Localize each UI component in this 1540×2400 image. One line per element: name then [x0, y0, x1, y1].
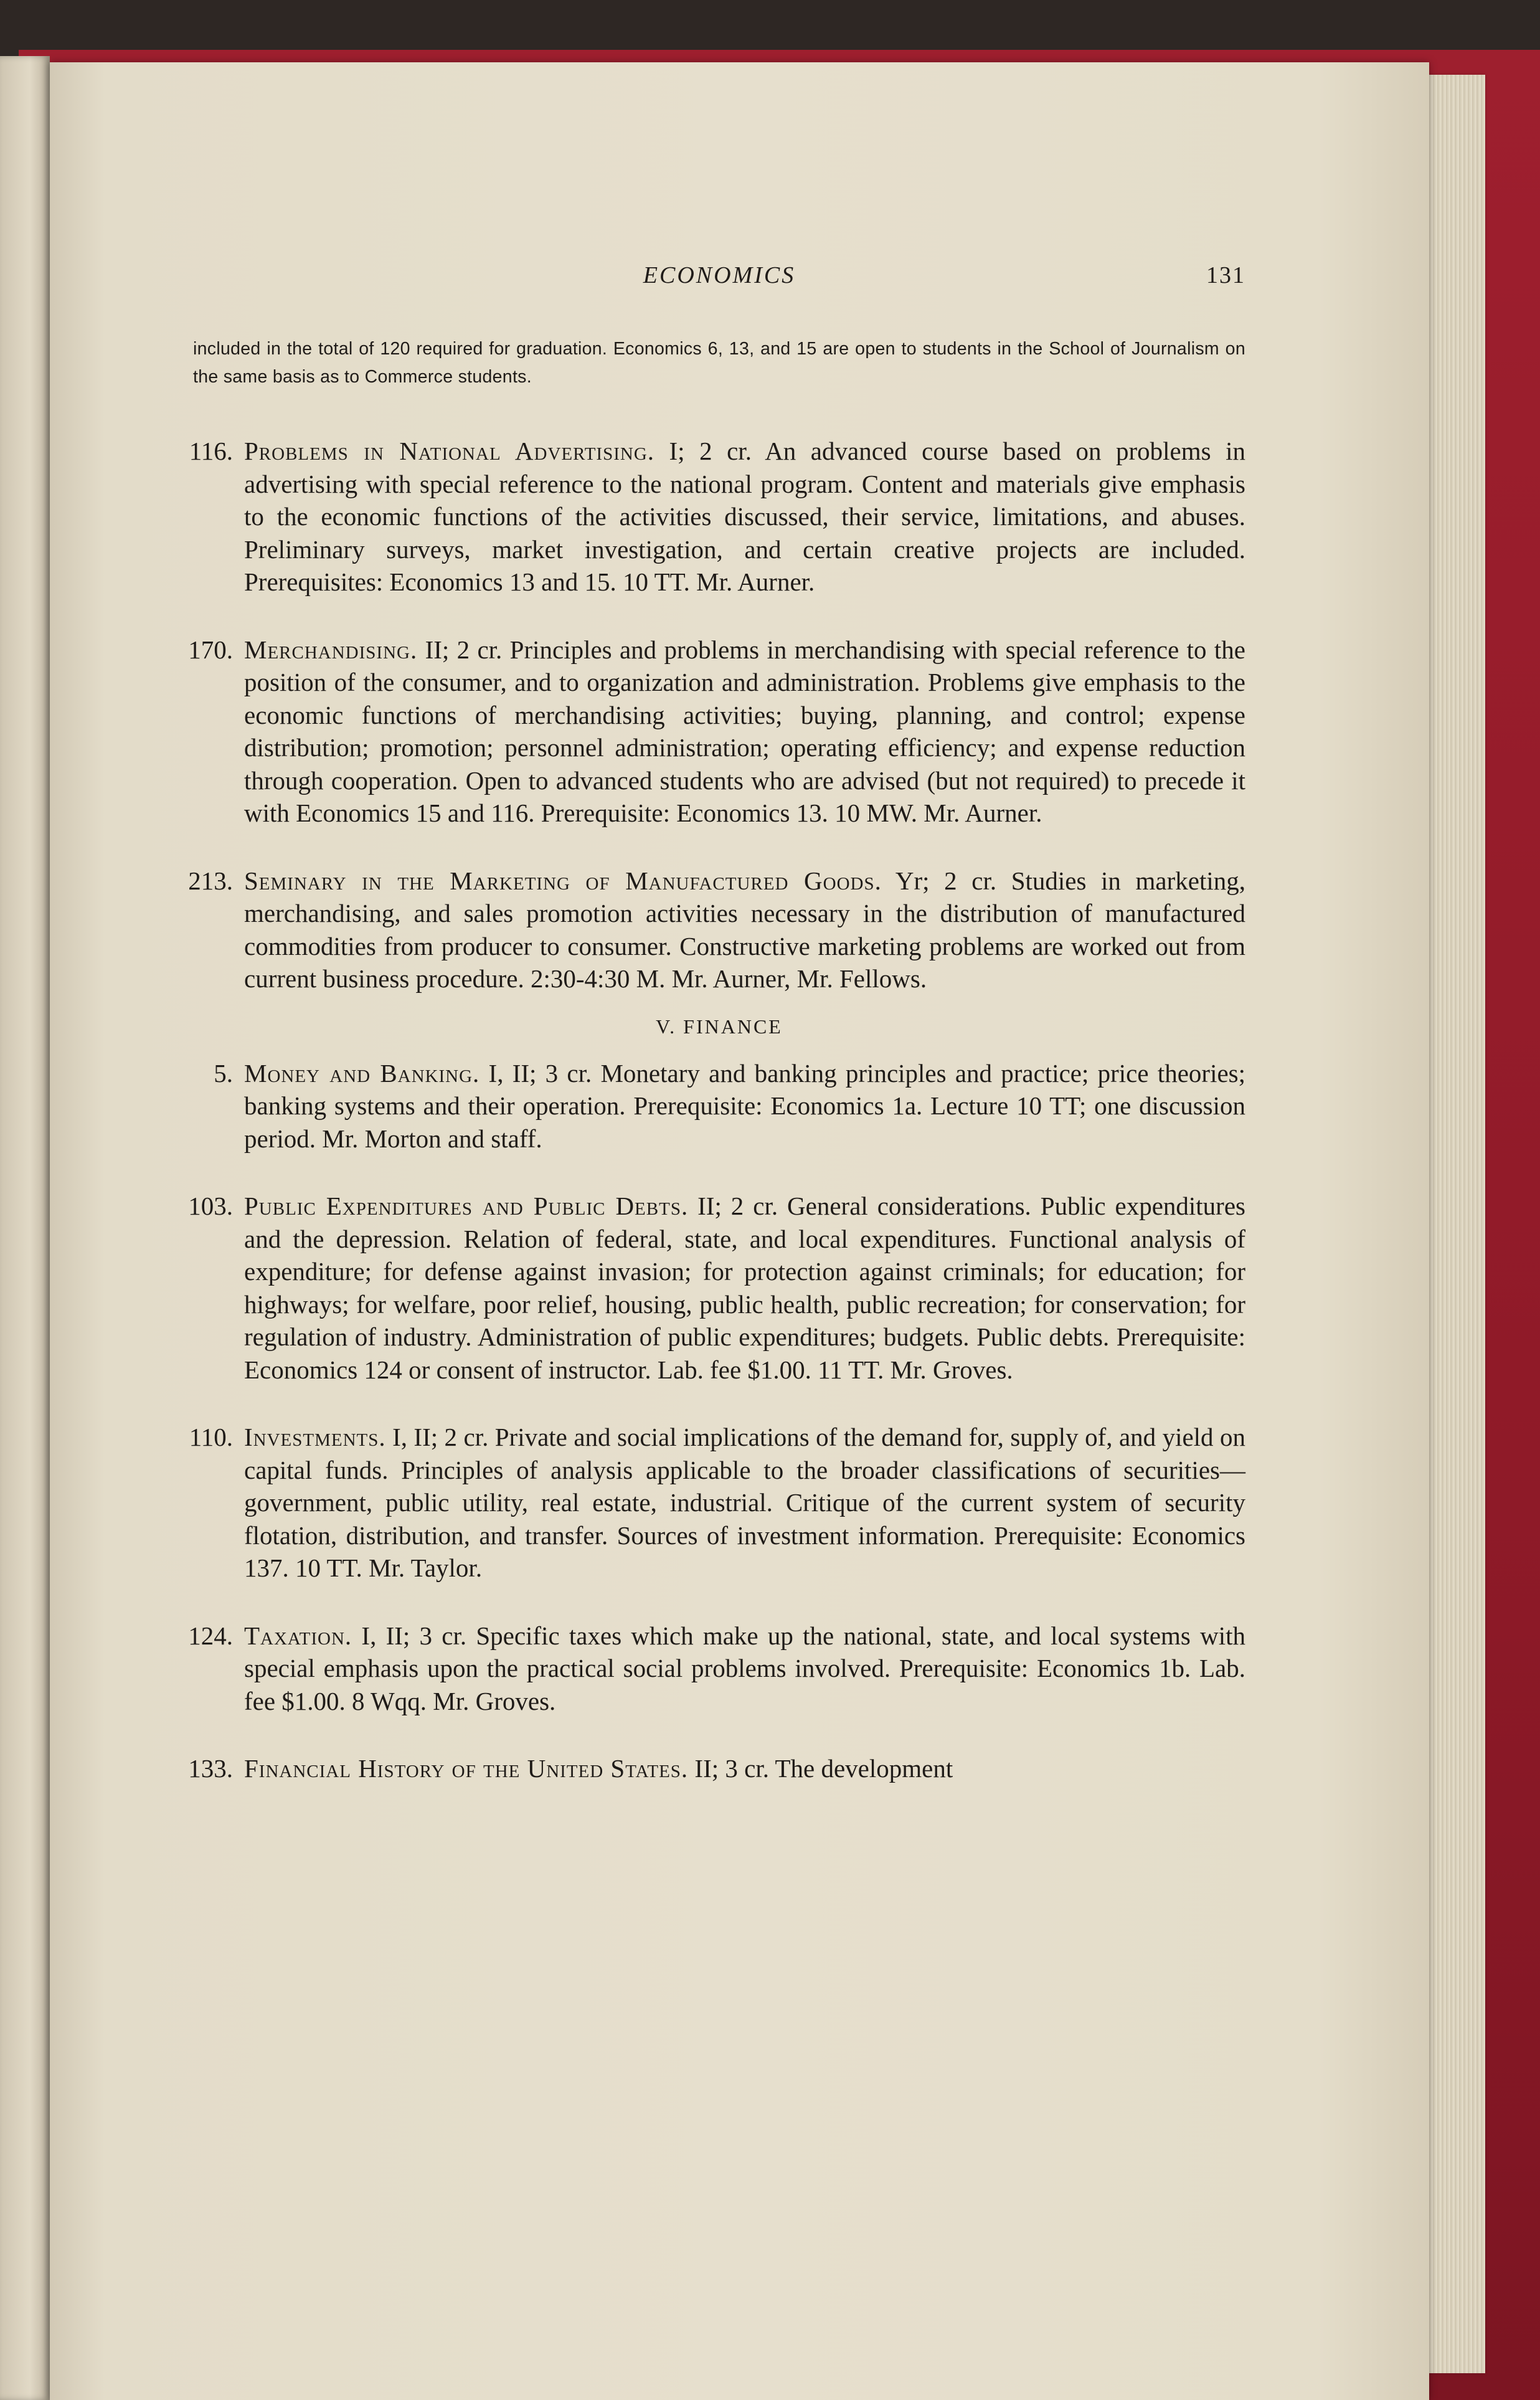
course-description: I; 2 cr. An advanced course based on problems in advertising with special reference to the national program. Content and materials give emphasis to the economic functions of the activities discussed, their service, limitations, and abuses. Preliminary surveys, market investigation, and certain creative projects are included. Prerequisites: Economics 13 and 15. 10 TT. Mr. Aurner.: [244, 437, 1246, 596]
course-entry-213: [188, 865, 1246, 995]
course-title: Taxation.: [244, 1621, 352, 1650]
course-title: Merchandising.: [244, 635, 418, 664]
course-number: 103.: [188, 1192, 233, 1220]
course-number: 133.: [188, 1754, 233, 1783]
page-stack-edge: [1426, 75, 1485, 2373]
course-number: 5.: [214, 1058, 233, 1088]
course-description: II; 2 cr. General considerations. Public expenditures and the depression. Relation of federal, state, and local expenditures. Functional analysis of expenditure; for defense against invasion; for protection against criminals; for education; for highways; for welfare, poor relief, housing, public health, public recreation; for conservation; for regulation of industry. Administration of public expenditures; budgets. Public debts. Prerequisite: Economics 124 or consent of instructor. Lab. fee $1.00. 11 TT. Mr. Groves.: [244, 1192, 1245, 1384]
course-number: 170.: [188, 635, 233, 664]
course-title: Money and Banking.: [244, 1058, 480, 1088]
section-heading-finance: V. FINANCE: [656, 1015, 783, 1038]
course-title: Financial History of the United States.: [244, 1754, 689, 1783]
course-title: Seminary in the Marketing of Manufactured Goods.: [244, 866, 882, 895]
course-title: Investments.: [244, 1423, 386, 1451]
course-list: [188, 435, 1246, 1785]
course-entry-103: [188, 1190, 1245, 1386]
graduation-note: included in the total of 120 required for graduation. Economics 6, 13, and 15 are open to students in the School of Journalism on the same basis as to Commerce students.: [193, 339, 1245, 387]
course-description: I, II; 3 cr. Specific taxes which make up the national, state, and local systems with special emphasis upon the practical social problems involved. Prerequisite: Economics 1b. Lab. fee $1.00. 8 Wqq. Mr. Groves.: [244, 1621, 1245, 1715]
course-entry-124: [188, 1620, 1245, 1718]
course-entry-110: [189, 1421, 1245, 1585]
course-title: Public Expenditures and Public Debts.: [244, 1192, 689, 1220]
course-number: 116.: [189, 437, 233, 465]
course-description: II; 3 cr. The development: [688, 1754, 953, 1783]
course-number: 213.: [188, 866, 233, 895]
course-entry-116: [189, 435, 1246, 599]
page-number: 131: [1206, 262, 1245, 288]
course-description: I, II; 2 cr. Private and social implications of the demand for, supply of, and yield on capital funds. Principles of analysis applicable to the broader classifications of securities—government, public utility, real estate, industrial. Critique of the current system of security flotation, distribution, and transfer. Sources of investment information. Prerequisite: Economics 137. 10 TT. Mr. Taylor.: [244, 1423, 1245, 1582]
page-content: [188, 262, 1246, 1820]
running-head-title: ECONOMICS: [643, 262, 796, 288]
course-number: 124.: [188, 1621, 233, 1650]
course-entry-5: [193, 1057, 1245, 1155]
course-entry-170: [188, 633, 1245, 830]
course-entry-133: [188, 1752, 1245, 1785]
course-number: 110.: [189, 1423, 233, 1451]
course-description: I, II; 3 cr. Monetary and banking principles and practice; price theories; banking systems and their operation. Prerequisite: Economics 1a. Lecture 10 TT; one discussion period. Mr. Morton and staff.: [244, 1058, 1246, 1153]
previous-page-edge: [0, 56, 50, 2400]
running-head: [193, 262, 1245, 299]
course-title: Problems in National Advertising.: [244, 437, 655, 465]
course-description: Yr; 2 cr. Studies in marketing, merchandising, and sales promotion activities necessary in the distribution of manufactured commodities from producer to consumer. Constructive marketing problems are worked out from current business procedure. 2:30-4:30 M. Mr. Aurner, Mr. Fellows.: [244, 866, 1246, 993]
course-description: II; 2 cr. Principles and problems in merchandising with special reference to the position of the consumer, and to organization and administration. Problems give emphasis to the economic functions of merchandising activities; buying, planning, and control; expense distribution; promotion; personnel administration; operating efficiency; and expense reduction through cooperation. Open to advanced students who are advised (but not required) to precede it with Economics 15 and 116. Prerequisite: Economics 13. 10 MW. Mr. Aurner.: [244, 635, 1245, 827]
